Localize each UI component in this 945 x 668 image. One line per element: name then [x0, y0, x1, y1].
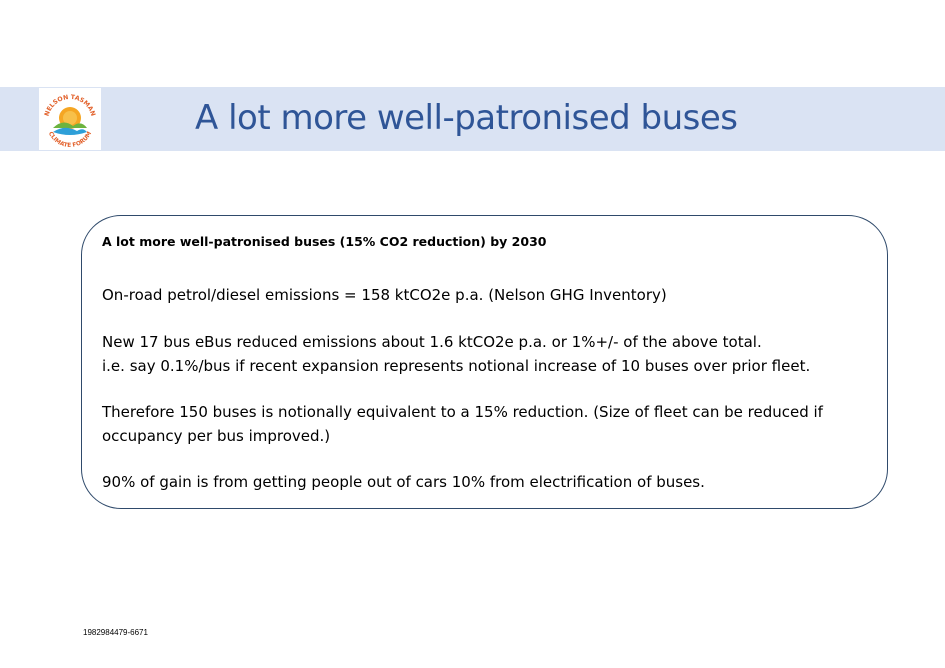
- paragraph-line: i.e. say 0.1%/bus if recent expansion represents notional increase of 10 buses over prior fleet.: [102, 357, 811, 375]
- paragraph-line: 90% of gain is from getting people out of cars 10% from electrification of buses.: [102, 473, 705, 491]
- climate-forum-logo: [39, 88, 101, 150]
- paragraph-line: Therefore 150 buses is notionally equivalent to a 15% reduction. (Size of fleet can be reduced if: [102, 403, 823, 421]
- content-box: [81, 215, 888, 509]
- paragraph-ebus: [102, 330, 872, 378]
- logo-hill-blue: [53, 128, 87, 135]
- sun-over-hills-icon: [39, 88, 101, 150]
- paragraph-line: occupancy per bus improved.): [102, 427, 331, 445]
- paragraph-fleet: [102, 400, 872, 448]
- paragraph-emissions: [102, 283, 872, 307]
- paragraph-gain: [102, 470, 872, 494]
- paragraph-line: New 17 bus eBus reduced emissions about 1.6 ktCO2e p.a. or 1%+/- of the above total.: [102, 333, 762, 351]
- document-id: 1982984479-6671: [83, 628, 148, 637]
- content-heading: A lot more well-patronised buses (15% CO2 reduction) by 2030: [102, 234, 547, 249]
- page-title: A lot more well-patronised buses: [195, 98, 738, 138]
- paragraph-line: On-road petrol/diesel emissions = 158 ktCO2e p.a. (Nelson GHG Inventory): [102, 286, 667, 304]
- logo-text-bottom: CLIMATE FORUM: [46, 130, 94, 150]
- logo-text-top: NELSON TASMAN: [43, 93, 97, 118]
